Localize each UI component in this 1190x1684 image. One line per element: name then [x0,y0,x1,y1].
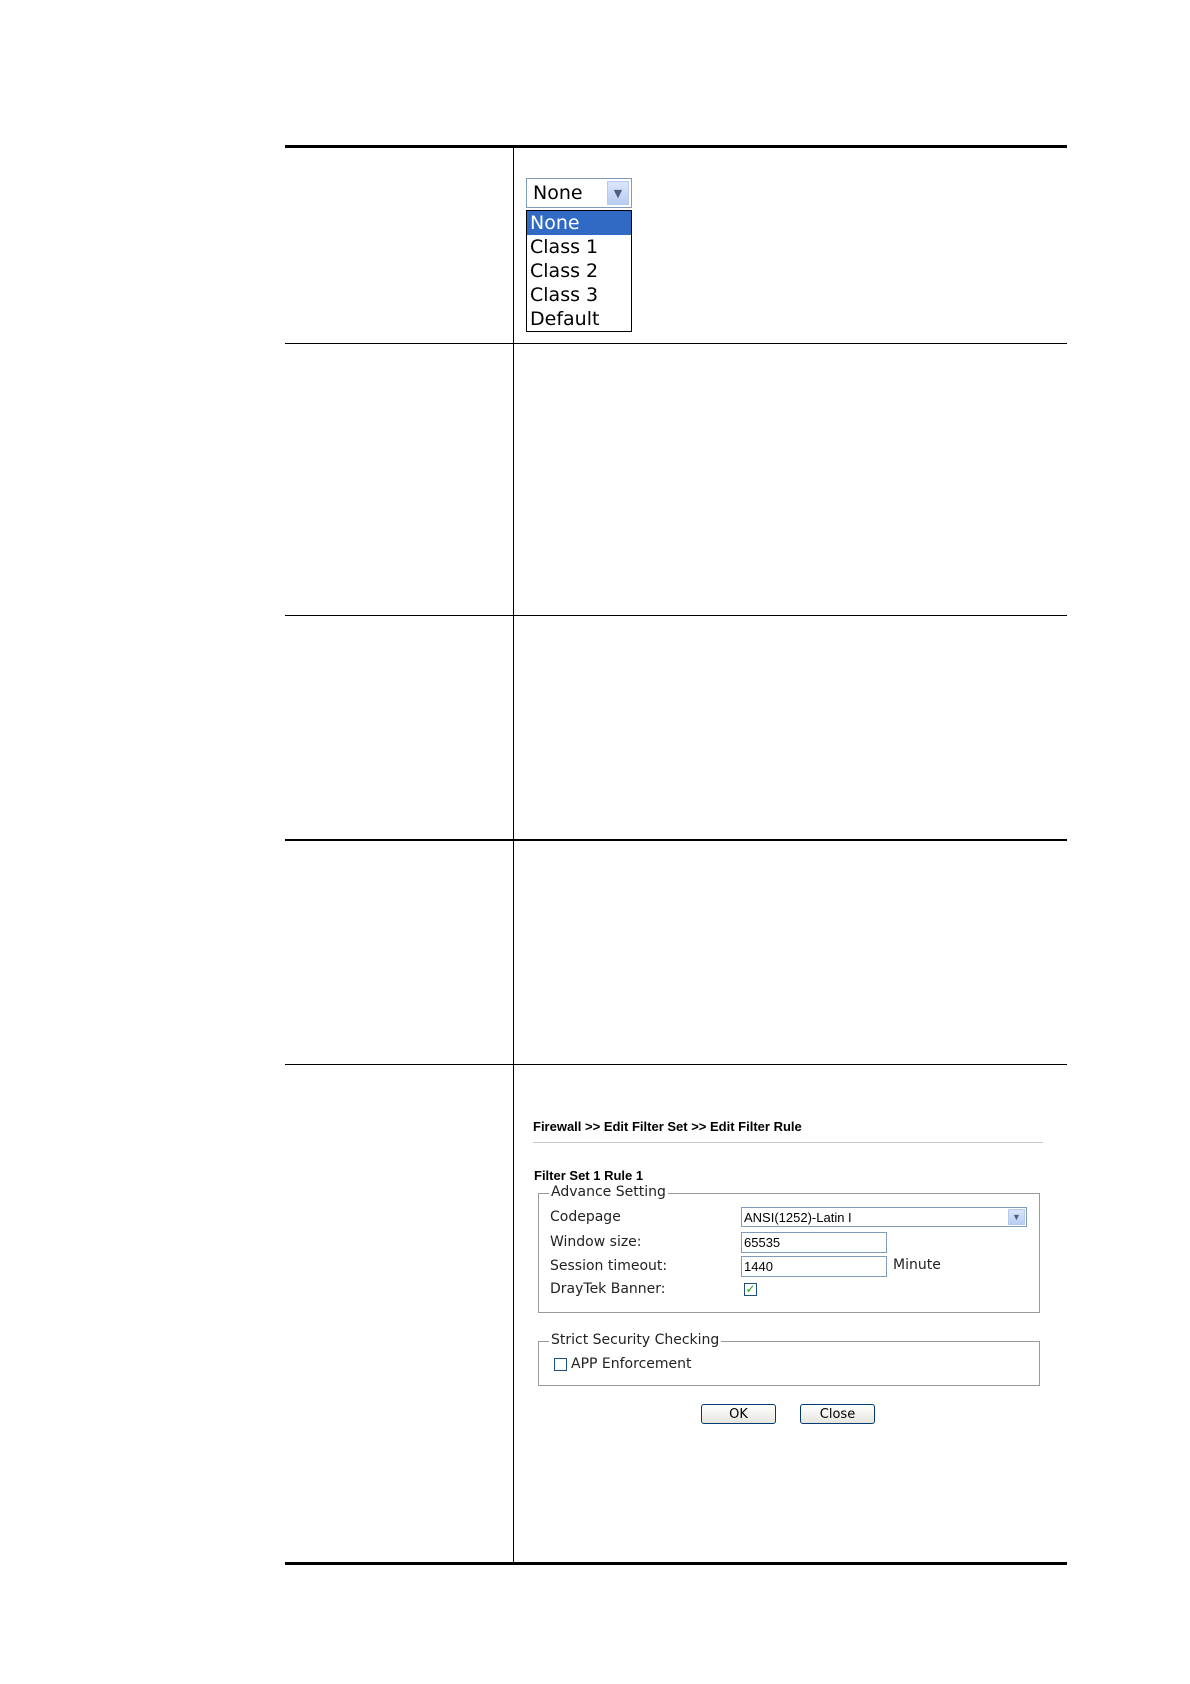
check-icon: ✓ [745,1282,756,1296]
row-divider [285,1064,1067,1065]
class-option-none[interactable]: None [527,211,631,235]
breadcrumb: Firewall >> Edit Filter Set >> Edit Filter Rule [533,1119,802,1134]
session-timeout-unit: Minute [893,1257,941,1273]
close-button[interactable]: Close [800,1404,875,1424]
window-size-input[interactable]: 65535 [741,1232,887,1253]
strict-security-legend: Strict Security Checking [551,1332,720,1348]
row-divider [285,343,1067,344]
column-divider [513,145,514,1565]
page-title: Filter Set 1 Rule 1 [534,1168,644,1183]
class-select-value: None [533,182,583,204]
table-bottom-border [285,1562,1067,1565]
app-enforcement-checkbox[interactable] [554,1358,567,1371]
codepage-value: ANSI(1252)-Latin I [744,1210,852,1225]
chevron-down-icon[interactable]: ▼ [607,181,629,205]
class-dropdown [526,178,632,332]
session-timeout-input[interactable]: 1440 [741,1256,887,1277]
chevron-down-icon[interactable]: ▼ [1008,1209,1025,1225]
table-top-border [285,145,1067,148]
codepage-label: Codepage [550,1209,621,1225]
class-select[interactable] [526,178,632,208]
codepage-select[interactable] [741,1207,1027,1227]
class-option-default[interactable]: Default [530,308,600,330]
class-options-list [526,210,632,332]
advance-setting-legend: Advance Setting [551,1184,666,1200]
class-option-class-3[interactable]: Class 3 [530,284,599,306]
app-enforcement-label: APP Enforcement [571,1356,692,1372]
ok-button[interactable]: OK [701,1404,776,1424]
class-option-class-2[interactable]: Class 2 [530,260,599,282]
breadcrumb-divider [533,1142,1043,1143]
draytek-banner-label: DrayTek Banner: [550,1281,666,1297]
strict-security-fieldset [538,1332,1040,1386]
document-table [285,145,1067,1565]
class-option-class-1[interactable]: Class 1 [530,236,599,258]
row-divider [285,615,1067,616]
draytek-banner-checkbox[interactable] [744,1283,757,1296]
window-size-label: Window size: [550,1234,642,1250]
row-divider [285,839,1067,841]
advance-setting-fieldset [538,1184,1040,1313]
session-timeout-label: Session timeout: [550,1258,668,1274]
